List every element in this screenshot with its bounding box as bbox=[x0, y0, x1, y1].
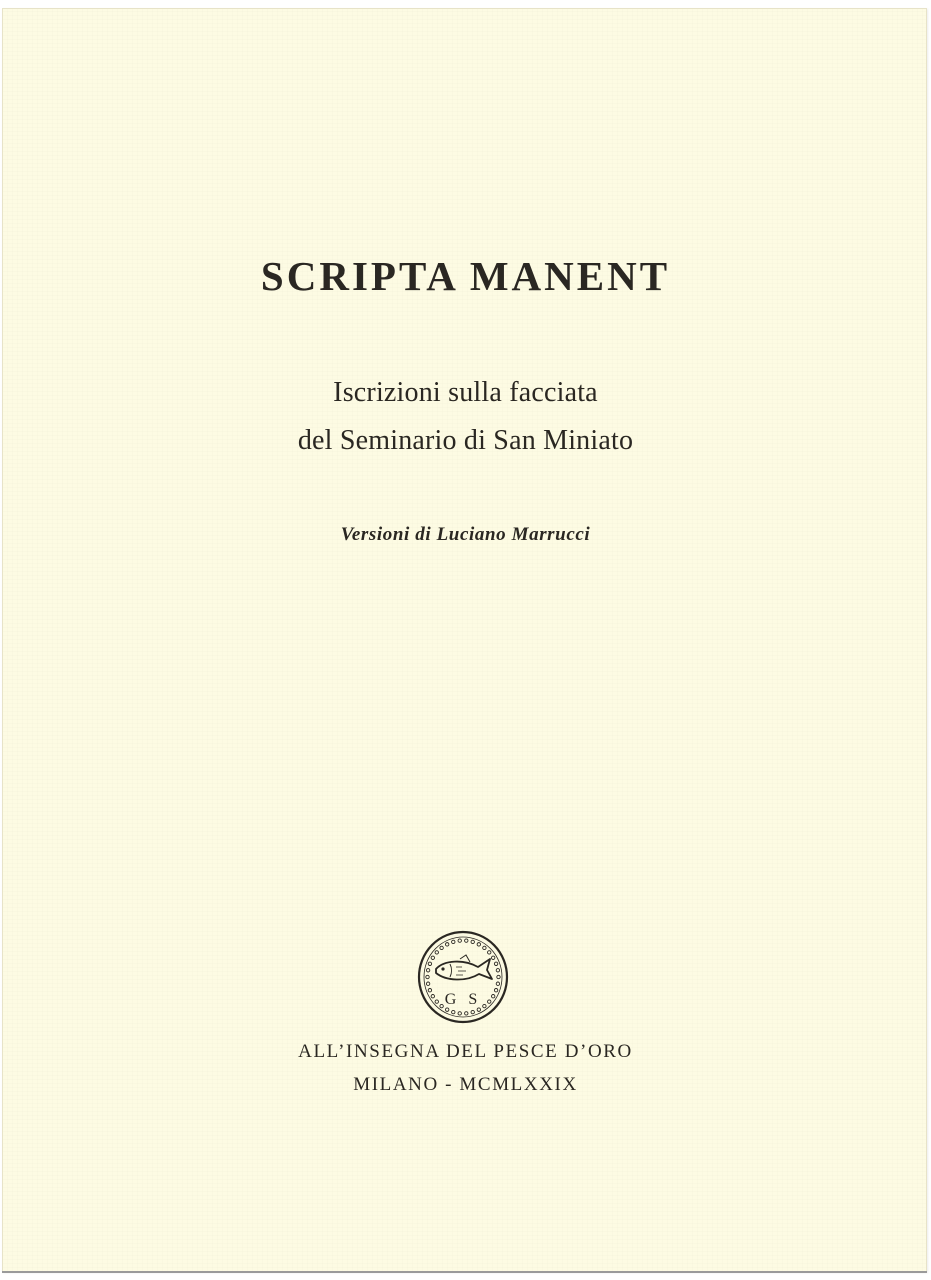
seal-dot bbox=[477, 943, 480, 946]
seal-dot bbox=[452, 940, 455, 943]
seal-dot bbox=[471, 940, 474, 943]
seal-dot bbox=[488, 1000, 491, 1003]
seal-dot bbox=[494, 988, 497, 991]
seal-dot bbox=[452, 1010, 455, 1013]
seal-dot bbox=[445, 1008, 448, 1011]
seal-dot bbox=[496, 969, 499, 972]
seal-dot bbox=[477, 1008, 480, 1011]
seal-dot bbox=[483, 1004, 486, 1007]
book-subtitle-line-1: Iscrizioni sulla facciata bbox=[333, 377, 598, 408]
seal-dot bbox=[496, 982, 499, 985]
seal-dot bbox=[471, 1010, 474, 1013]
seal-dot bbox=[445, 943, 448, 946]
seal-dot bbox=[488, 951, 491, 954]
book-subtitle-line-2: del Seminario di San Miniato bbox=[297, 425, 634, 456]
seal-dot bbox=[431, 995, 434, 998]
seal-dot bbox=[431, 956, 434, 959]
seal-dot bbox=[440, 1004, 443, 1007]
publisher-name: ALL’INSEGNA DEL PESCE D’ORO bbox=[298, 1041, 633, 1062]
translator-credit: Versioni di Luciano Marrucci bbox=[340, 524, 591, 545]
seal-dot bbox=[494, 962, 497, 965]
seal-dot bbox=[458, 939, 461, 942]
seal-dot bbox=[458, 1012, 461, 1015]
cover-bottom-edge bbox=[2, 1271, 927, 1273]
seal-dot bbox=[426, 982, 429, 985]
seal-dot bbox=[428, 988, 431, 991]
seal-dot bbox=[465, 1012, 468, 1015]
seal-dot bbox=[426, 969, 429, 972]
seal-dot bbox=[491, 956, 494, 959]
seal-dot bbox=[428, 962, 431, 965]
seal-dot bbox=[435, 951, 438, 954]
book-title: SCRIPTA MANENT bbox=[260, 253, 671, 299]
seal-dot bbox=[465, 939, 468, 942]
seal-dot bbox=[483, 946, 486, 949]
fish-seal-icon bbox=[416, 929, 510, 1025]
seal-dot bbox=[440, 946, 443, 949]
seal-initials: G S bbox=[444, 991, 482, 1008]
seal-dot bbox=[426, 975, 429, 978]
seal-dot bbox=[435, 1000, 438, 1003]
publisher-imprint: MILANO - MCMLXXIX bbox=[353, 1074, 578, 1095]
seal-dot bbox=[497, 975, 500, 978]
seal-dot bbox=[491, 995, 494, 998]
fish-icon bbox=[436, 955, 492, 980]
